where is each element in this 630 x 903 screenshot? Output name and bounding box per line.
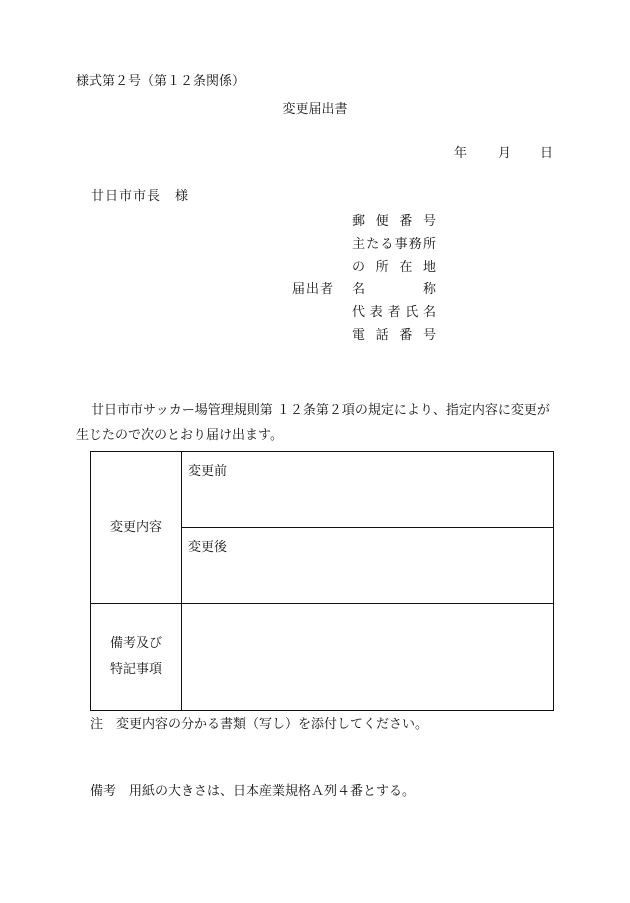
after-change-label: 変更後 — [188, 540, 228, 555]
change-content-label: 変更内容 — [91, 452, 182, 604]
field-location: の 所 在 地 — [352, 260, 436, 275]
document-title: 変更届出書 — [282, 102, 348, 117]
remarks-label-line-1: 備考及び — [109, 636, 162, 651]
before-change-label: 変更前 — [188, 464, 228, 479]
attachment-note: 注 変更内容の分かる書類（写し）を添付してください。 — [90, 717, 429, 732]
remarks-field[interactable] — [182, 604, 554, 711]
body-text: 廿日市市サッカー場管理規則第 １２条第２項の規定により、指定内容に変更が生じたので次のとおり届け出ます。 — [76, 403, 550, 443]
field-postal-code: 郵 便 番 号 — [352, 214, 436, 229]
field-phone: 電 話 番 号 — [352, 328, 436, 343]
addressee: 廿日市市長 様 — [91, 189, 190, 204]
field-main-office: 主 た る 事 務 所 — [352, 237, 436, 252]
field-representative: 代 表 者 氏 名 — [352, 305, 436, 320]
paper-size-remark: 備考 用紙の大きさは、日本産業規格Ａ列４番とする。 — [90, 784, 416, 799]
date-year-label: 年 — [454, 146, 468, 161]
form-number: 様式第２号（第１２条関係） — [76, 74, 246, 89]
change-table — [90, 451, 554, 711]
after-change-field[interactable] — [182, 528, 554, 604]
date-month-label: 月 — [498, 146, 512, 161]
field-name: 名 称 — [352, 282, 436, 297]
date-day-label: 日 — [540, 146, 554, 161]
remarks-label-line-2: 特記事項 — [109, 662, 162, 677]
remarks-label — [91, 604, 182, 711]
before-change-field[interactable] — [182, 452, 554, 528]
applicant-label: 届出者 — [292, 282, 335, 297]
